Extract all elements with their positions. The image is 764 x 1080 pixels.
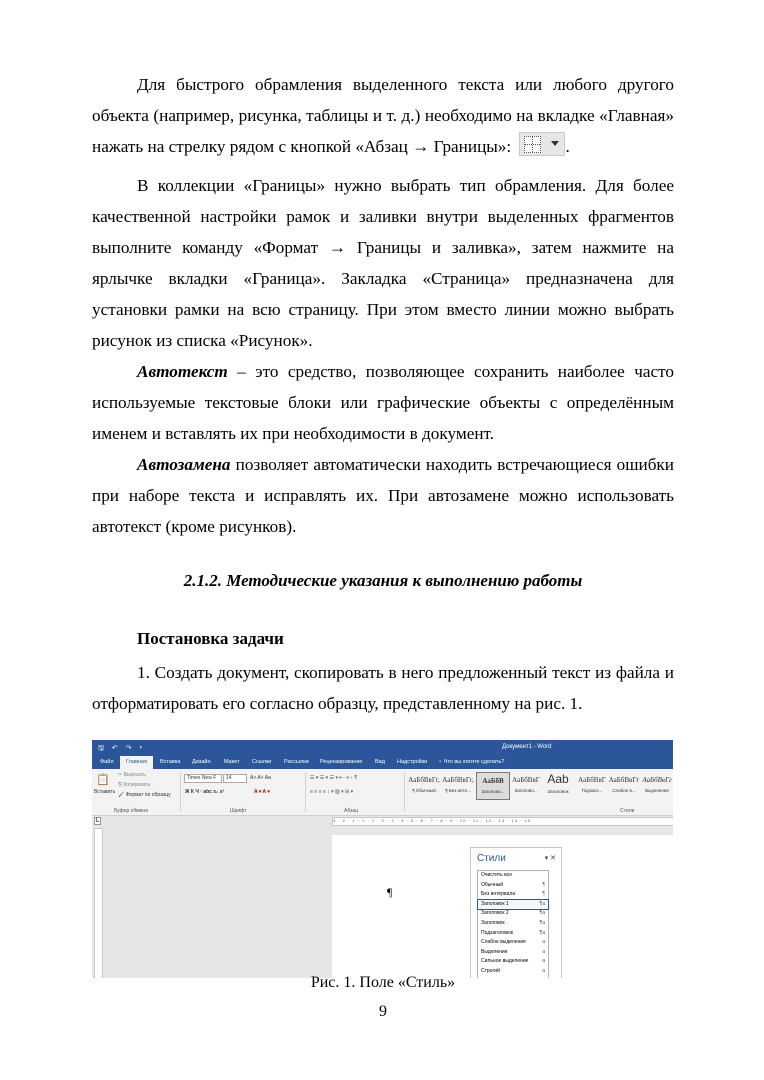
term-autocorrect: Автозамена bbox=[137, 455, 231, 474]
font-name-box: Times New F bbox=[184, 774, 222, 783]
style-list-item: Выделение a bbox=[481, 948, 545, 955]
tab-view: Вид bbox=[375, 759, 385, 765]
style-gallery-item: АаБбВвГг, ¶ Без инте... bbox=[442, 776, 474, 793]
term-autotext: Автотекст bbox=[137, 362, 228, 381]
style-gallery-item: АаБбВвГ Заголово... bbox=[512, 776, 540, 793]
style-list-item: Без интервала ¶ bbox=[481, 891, 545, 898]
style-list-item: Очистить все bbox=[481, 872, 513, 878]
format-painter-label: 🖌 Формат по образцу bbox=[118, 792, 171, 798]
copy-label: ⎘ Копировать bbox=[118, 782, 151, 788]
section-title: 2.1.2. Методические указания к выполнению работы bbox=[183, 571, 583, 590]
task-item-1: 1. Создать документ, скопировать в него предложенный текст из файла и отформатировать его согласно образцу, представленному на рис. 1. bbox=[92, 663, 674, 713]
style-gallery-item: АаБбВвГг Слабое в... bbox=[608, 776, 640, 793]
paragraph-autocorrect bbox=[92, 449, 674, 542]
tab-home: Главная bbox=[120, 756, 153, 769]
figure-caption: Рис. 1. Поле «Стиль» bbox=[310, 974, 456, 991]
subheading: Постановка задачи bbox=[137, 629, 284, 648]
tab-stop-icon: L bbox=[96, 818, 100, 824]
style-gallery-item: АаБбВвГг Выделение bbox=[642, 776, 672, 793]
align-icons: ≡ ≡ ≡ ≡ ↕ ▾ ▨ ▾ ⊞ ▾ bbox=[310, 789, 354, 795]
ruler-row bbox=[92, 816, 673, 825]
tell-me-search: ♀ Что вы хотите сделать? bbox=[438, 759, 505, 765]
tab-review: Рецензирование bbox=[320, 759, 363, 765]
style-gallery-item: АаБбВвГ Подзаго... bbox=[578, 776, 606, 793]
paragraph-mark: ¶ bbox=[387, 885, 393, 899]
font-style-icons: Ж К Ч · abc x₂ x² bbox=[185, 789, 225, 795]
tab-addins: Надстройки bbox=[397, 759, 428, 765]
tab-layout: Макет bbox=[224, 759, 240, 765]
style-list-item: Сильное выделение a bbox=[481, 958, 545, 965]
style-list-item: Заголовок ¶a bbox=[481, 919, 545, 926]
ribbon-separator bbox=[180, 772, 181, 812]
vertical-ruler bbox=[94, 828, 103, 978]
ribbon-separator bbox=[404, 772, 405, 812]
style-list-item: Заголовок 2 ¶a bbox=[481, 910, 545, 917]
font-grow-icons: A˄ A˅ Aa bbox=[250, 775, 271, 781]
tab-design: Дизайн bbox=[192, 759, 211, 765]
font-size-box: 14 bbox=[223, 774, 247, 783]
style-list-item: Обычный ¶ bbox=[481, 881, 545, 888]
autocorrect-definition: позволяет автоматически находить встречающиеся ошибки при наборе текста и исправлять их. При автозамене можно использовать автотекст (кроме рисунков). bbox=[92, 455, 674, 536]
tab-mailings: Рассылки bbox=[284, 759, 309, 765]
paragraph-borders-intro bbox=[92, 69, 674, 162]
paste-icon: 📋 bbox=[96, 774, 110, 786]
ribbon bbox=[92, 769, 673, 816]
paste-label: Вставить bbox=[94, 789, 116, 795]
style-list-item-selected: Заголовок 1 ¶a bbox=[478, 900, 548, 910]
word-titlebar bbox=[92, 740, 673, 756]
paragraph-text: Для быстрого обрамления выделенного текста или любого другого объекта (например, рисунка, таблицы и т. д.) необходимо на вкладке «Главная» нажать на стрелку рядом с кнопкой «Абзац → Границы»: bbox=[92, 75, 674, 156]
borders-button-icon bbox=[519, 132, 565, 156]
cut-label: ✂ Вырезать bbox=[118, 772, 146, 778]
style-list-item: Строгий a bbox=[481, 967, 545, 974]
tab-insert: Вставка bbox=[160, 759, 181, 765]
group-clipboard-label: Буфер обмена bbox=[114, 808, 148, 814]
autotext-definition: – это средство, позволяющее сохранить наиболее часто используемые текстовые блоки или графические объекты с определённым именем и вставлять их при необходимости в документ. bbox=[92, 362, 674, 443]
style-list-item: Слабое выделение a bbox=[481, 939, 545, 946]
styles-pane bbox=[470, 847, 562, 978]
paragraph-borders-collection: В коллекции «Границы» нужно выбрать тип обрамления. Для более качественной настройки рамок и заливки внутри выделенных фрагментов выполните команду «Формат → Границы и заливка», затем нажмите на ярлычке вкладки «Граница». Закладка «Страница» предназначена для установки рамки на всю страницу. При этом вместо линии можно выбрать рисунок из списка «Рисунок». bbox=[92, 176, 674, 350]
styles-pane-controls: ▾ ✕ bbox=[544, 855, 556, 862]
styles-list bbox=[477, 870, 549, 978]
tab-references: Ссылки bbox=[252, 759, 272, 765]
tab-file: Файл bbox=[100, 759, 114, 765]
quick-access-toolbar: 🖫 ↶ ↷ ▾ bbox=[98, 745, 146, 752]
ribbon-tabs bbox=[92, 756, 673, 769]
style-list-item: Подзаголовок ¶a bbox=[481, 929, 545, 936]
page-number: 9 bbox=[379, 1003, 387, 1020]
style-gallery-item: Aab Заголовок bbox=[547, 772, 569, 794]
group-paragraph-label: Абзац bbox=[344, 808, 359, 814]
paragraph-end: . bbox=[565, 137, 570, 156]
paragraph-autotext bbox=[92, 356, 674, 449]
list-icons: ☰ ▾ ☰ ▾ ☰ ▾ ⇤ ⇥ ↕ ¶ bbox=[310, 775, 358, 781]
group-font-label: Шрифт bbox=[230, 808, 247, 814]
style-gallery-item: АаБбВвГг, ¶ Обычный bbox=[408, 776, 440, 793]
window-title: Документ1 - Word bbox=[502, 744, 552, 750]
font-color-icon: A ▾ A ▾ bbox=[254, 789, 270, 795]
style-gallery-item-selected: АаБбВ Заголово... bbox=[476, 772, 510, 800]
word-screenshot bbox=[92, 740, 673, 978]
ribbon-separator bbox=[305, 772, 306, 812]
styles-pane-title: Стили bbox=[477, 853, 506, 864]
horizontal-ruler: 3 · 2 · 1 · ▿ · 1 · 2 · 3 · 4 · 5 · 6 · 7 · 8 · 9 · 10 · 11 · 12 · 13 · 14 · 15 bbox=[332, 817, 673, 826]
group-styles-label: Стили bbox=[620, 808, 635, 814]
